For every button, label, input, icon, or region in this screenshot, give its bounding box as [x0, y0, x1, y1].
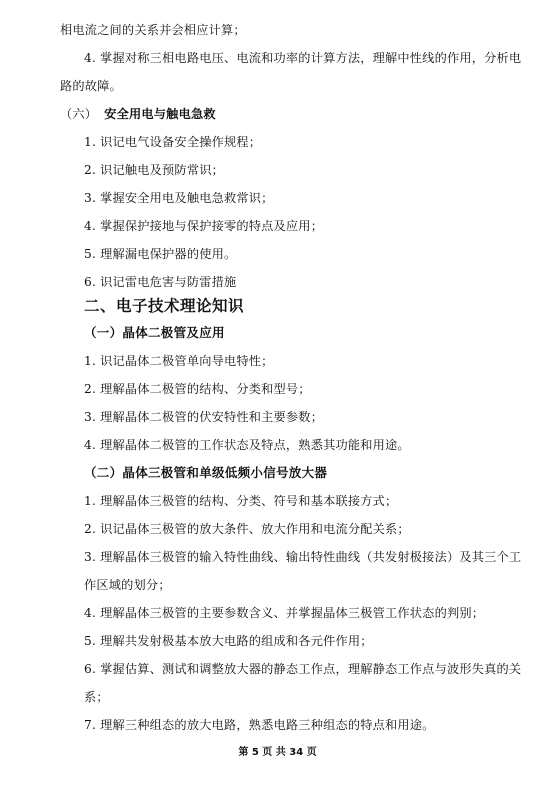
list-item: 3. 理解晶体二极管的伏安特性和主要参数； — [84, 410, 324, 424]
list-item: 6. 识记雷电危害与防雷措施 — [84, 275, 237, 289]
page-footer: 第 5 页 共 34 页 — [238, 747, 317, 758]
list-item: 2. 识记触电及预防常识； — [84, 163, 224, 177]
list-item: 1. 理解晶体三极管的结构、分类、符号和基本联接方式； — [84, 494, 398, 508]
section-heading: （一）晶体二极管及应用 — [84, 325, 225, 340]
list-item: 1. 识记电气设备安全操作规程； — [84, 135, 262, 149]
list-item: 7. 理解三种组态的放大电路，熟悉电路三种组态的特点和用途。 — [84, 718, 435, 732]
section-title: 安全用电与触电急救 — [104, 107, 216, 121]
section-heading — [60, 106, 216, 122]
list-item: 4. 掌握保护接地与保护接零的特点及应用； — [84, 219, 324, 233]
list-item: 1. 识记晶体二极管单向导电特性； — [84, 354, 274, 368]
list-item: 6. 掌握估算、测试和调整放大器的静态工作点，理解静态工作点与波形失真的关 — [84, 662, 522, 676]
section-number: （六） — [60, 107, 98, 121]
section-heading: （二）晶体三极管和单级低频小信号放大器 — [84, 465, 328, 480]
list-item: 4. 掌握对称三相电路电压、电流和功率的计算方法，理解中性线的作用，分析电 — [84, 51, 522, 65]
list-item: 4. 理解晶体三极管的主要参数含义、并掌握晶体三极管工作状态的判别； — [84, 606, 485, 620]
list-item: 5. 理解漏电保护器的使用。 — [84, 247, 237, 261]
text-line: 作区域的划分； — [84, 578, 171, 592]
list-item: 2. 识记晶体三极管的放大条件、放大作用和电流分配关系； — [84, 522, 410, 536]
list-item: 3. 理解晶体三极管的输入特性曲线、输出特性曲线（共发射极接法）及其三个工 — [84, 550, 522, 564]
chapter-heading: 二、电子技术理论知识 — [84, 297, 245, 315]
text-line: 路的故障。 — [60, 79, 122, 93]
list-item: 5. 理解共发射极基本放大电路的组成和各元件作用； — [84, 634, 373, 648]
list-item: 4. 理解晶体二极管的工作状态及特点，熟悉其功能和用途。 — [84, 438, 410, 452]
text-line: 相电流之间的关系并会相应计算； — [60, 23, 246, 37]
list-item: 3. 掌握安全用电及触电急救常识； — [84, 191, 274, 205]
text-line: 系； — [84, 690, 109, 704]
list-item: 2. 理解晶体二极管的结构、分类和型号； — [84, 382, 311, 396]
